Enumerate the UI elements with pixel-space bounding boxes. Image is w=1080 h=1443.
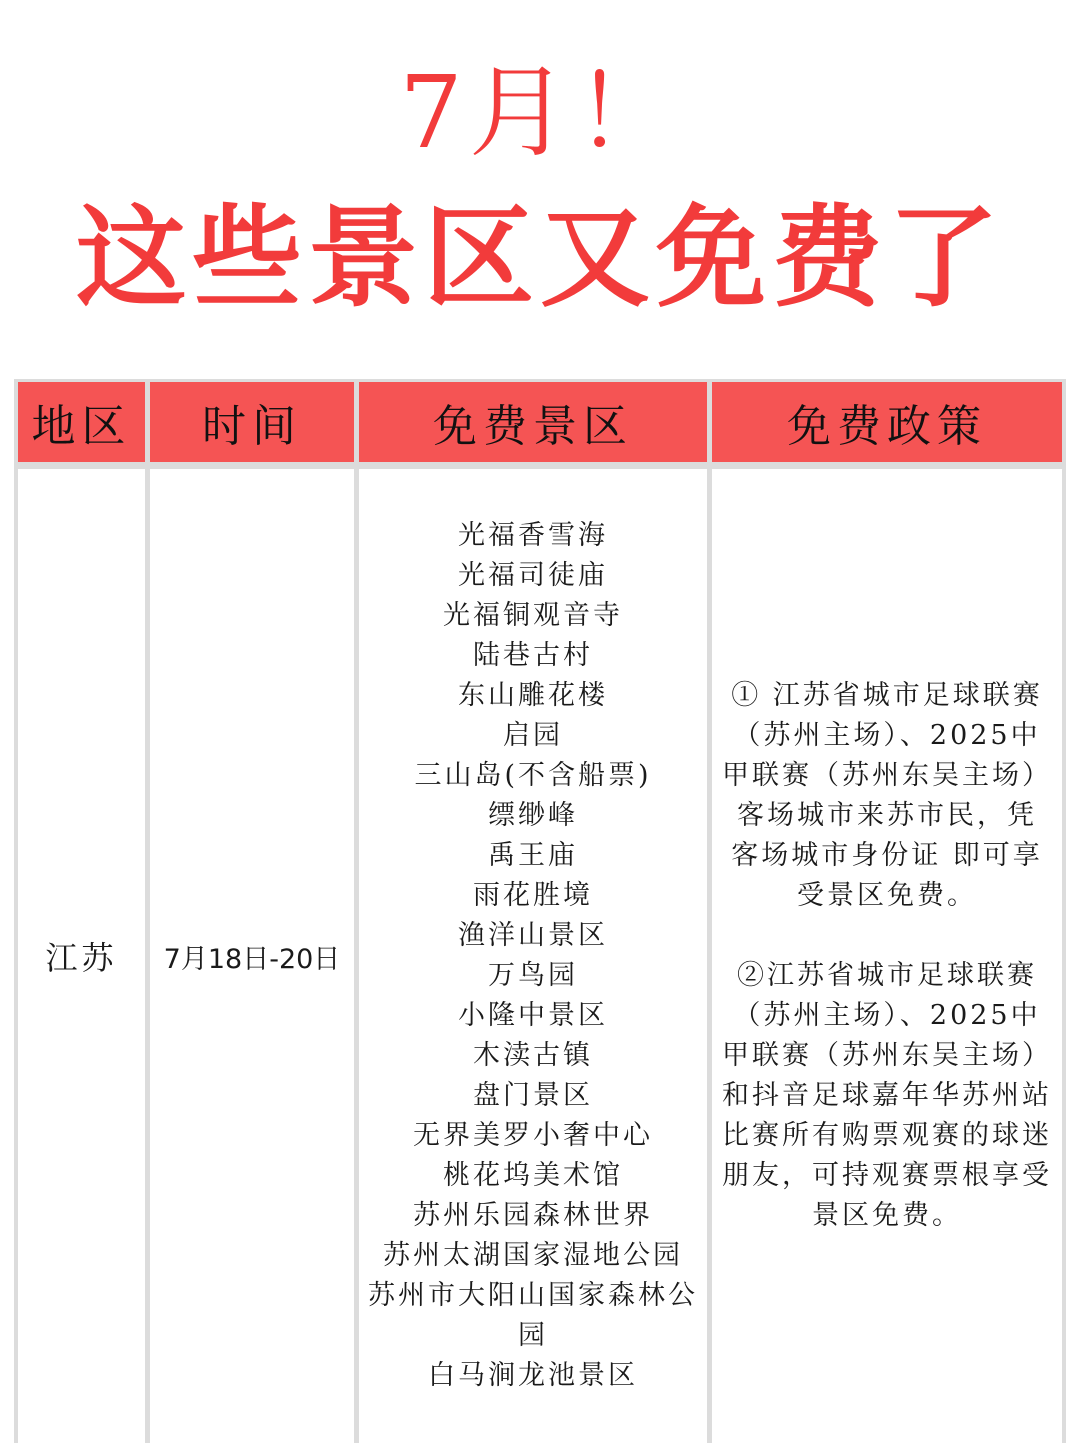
list-item: 缥缈峰	[488, 800, 578, 831]
spots-list	[368, 516, 698, 1396]
policy-spacer	[719, 916, 1055, 956]
policy-text	[719, 676, 1055, 1236]
list-item: 禹王庙	[488, 840, 578, 871]
list-item: 小隆中景区	[458, 1000, 608, 1031]
list-item: 桃花坞美术馆	[443, 1160, 623, 1191]
list-item: 启园	[503, 720, 563, 751]
header-time: 时间	[150, 382, 354, 462]
list-item: 白马涧龙池景区	[428, 1360, 638, 1391]
list-item: 陆巷古村	[473, 640, 593, 671]
page-title-line1: 7月！	[399, 54, 681, 171]
header-free-spots: 免费景区	[359, 382, 707, 462]
list-item: 万鸟园	[488, 960, 578, 991]
list-item: 雨花胜境	[473, 880, 593, 911]
list-item: 无界美罗小奢中心	[413, 1120, 653, 1151]
cell-region	[18, 469, 145, 1443]
cell-time	[150, 469, 354, 1443]
list-item: 盘门景区	[473, 1080, 593, 1111]
cell-free-spots	[359, 469, 707, 1443]
time-value: 7月18日-20日	[163, 943, 341, 975]
list-item: 苏州乐园森林世界	[413, 1200, 653, 1231]
list-item: 渔洋山景区	[458, 920, 608, 951]
list-item: 东山雕花楼	[458, 680, 608, 711]
list-item: 光福司徒庙	[458, 560, 608, 591]
list-item: 苏州太湖国家湿地公园	[383, 1240, 683, 1271]
list-item: 光福香雪海	[458, 520, 608, 551]
list-item: 木渎古镇	[473, 1040, 593, 1071]
header-free-policy: 免费政策	[712, 382, 1062, 462]
region-value: 江苏	[45, 939, 118, 977]
list-item: 光福铜观音寺	[443, 600, 623, 631]
page-title-line2: 这些景区又免费了	[76, 193, 1004, 322]
policy-item-1: ① 江苏省城市足球联赛（苏州主场）、2025中甲联赛（苏州东吴主场） 客场城市来苏市民，凭 客场城市身份证 即可享受景区免费。	[722, 680, 1052, 911]
policy-item-2: ②江苏省城市足球联赛（苏州主场）、2025中甲联赛（苏州东吴主场）和抖音足球嘉年华苏州站比赛所有购票观赛的球迷朋友，可持观赛票根享受景区免费。	[722, 960, 1052, 1231]
cell-free-policy	[712, 469, 1062, 1443]
header-region: 地区	[18, 382, 145, 462]
list-item: 三山岛(不含船票)	[414, 760, 652, 791]
list-item: 苏州市大阳山国家森林公园	[368, 1280, 698, 1351]
